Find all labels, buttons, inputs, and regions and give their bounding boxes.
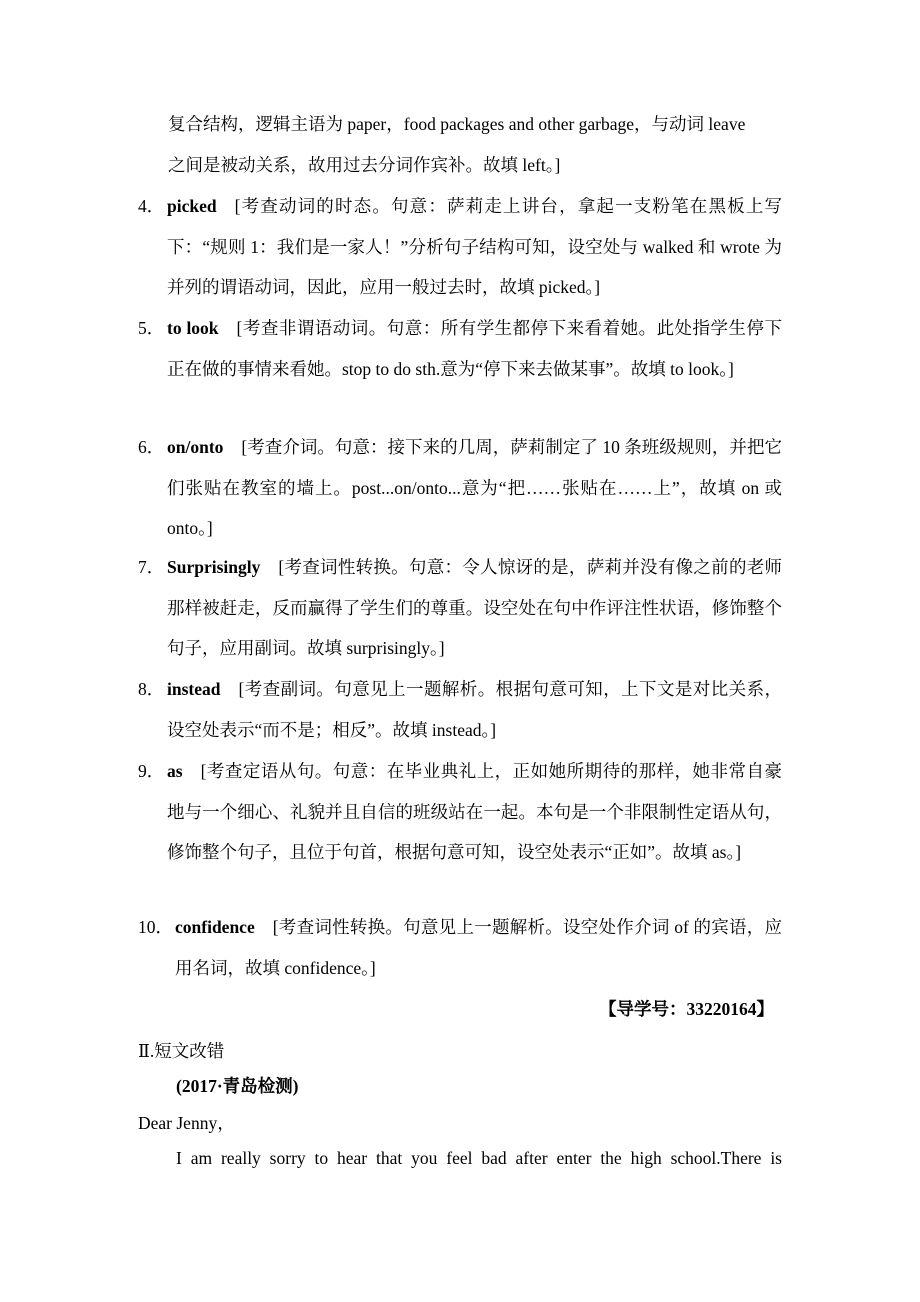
continuation-line: 复合结构，逻辑主语为 paper，food packages and other garbage，与动词 leave xyxy=(168,114,746,134)
item-number: 5． xyxy=(138,318,165,338)
item-answer: on/onto xyxy=(167,437,224,457)
continuation-text xyxy=(168,104,780,185)
item-explanation: [考查动词的时态。句意：萨莉走上讲台，拿起一支粉笔在黑板上写下：“规则 1：我们是一家人！”分析句子结构可知，设空处与 walked 和 wrote 为并列的谓语动词，因此，应用一般过去时，故填 picked。] xyxy=(167,196,782,297)
item-explanation: [考查定语从句。句意：在毕业典礼上，正如她所期待的那样，她非常自豪地与一个细心、礼貌并且自信的班级站在一起。本句是一个非限制性定语从句，修饰整个句子，且位于句首，根据句意可知，设空处表示“正如”。故填 as。] xyxy=(167,761,782,862)
item-answer: to look xyxy=(167,318,219,338)
item-answer: as xyxy=(167,761,183,781)
item-number: 4． xyxy=(138,196,165,216)
item-explanation: [考查介词。句意：接下来的几周，萨莉制定了 10 条班级规则，并把它们张贴在教室的墙上。post...on/onto...意为“把……张贴在……上”，故填 on 或 onto。] xyxy=(167,437,782,538)
answer-item-8 xyxy=(138,669,782,750)
item-number: 7． xyxy=(138,557,165,577)
answer-item-10 xyxy=(138,907,782,988)
item-answer: Surprisingly xyxy=(167,557,261,577)
item-number: 6． xyxy=(138,437,165,457)
letter-salutation: Dear Jenny， xyxy=(138,1113,235,1133)
item-explanation: [考查词性转换。句意见上一题解析。设空处作介词 of 的宾语，应用名词，故填 confidence。] xyxy=(175,917,782,978)
item-answer: instead xyxy=(167,679,221,699)
source-label: (2017·青岛检测) xyxy=(176,1076,299,1096)
letter-first-line: I am really sorry to hear that you feel bad after enter the high school.There is xyxy=(176,1148,782,1168)
item-number: 8． xyxy=(138,679,165,699)
item-answer: picked xyxy=(167,196,217,216)
answer-item-5 xyxy=(138,308,782,389)
item-number: 9． xyxy=(138,761,165,781)
item-explanation: [考查非谓语动词。句意：所有学生都停下来看着她。此处指学生停下正在做的事情来看她。stop to do sth.意为“停下来去做某事”。故填 to look。] xyxy=(167,318,782,379)
item-answer: confidence xyxy=(175,917,255,937)
answer-item-9 xyxy=(138,751,782,873)
answer-item-4 xyxy=(138,186,782,308)
item-number: 10． xyxy=(138,917,173,937)
item-explanation: [考查副词。句意见上一题解析。根据句意可知，上下文是对比关系，设空处表示“而不是；相反”。故填 instead。] xyxy=(167,679,782,740)
answer-item-6 xyxy=(138,427,782,549)
guide-number: 【导学号：33220164】 xyxy=(599,999,774,1019)
continuation-line: 之间是被动关系，故用过去分词作宾补。故填 left。] xyxy=(168,154,561,175)
item-explanation: [考查词性转换。句意：令人惊讶的是，萨莉并没有像之前的老师那样被赶走，反而赢得了学生们的尊重。设空处在句中作评注性状语，修饰整个句子，应用副词。故填 surprisingly。] xyxy=(167,557,782,658)
section-title: Ⅱ.短文改错 xyxy=(138,1041,225,1061)
answer-item-7 xyxy=(138,547,782,669)
